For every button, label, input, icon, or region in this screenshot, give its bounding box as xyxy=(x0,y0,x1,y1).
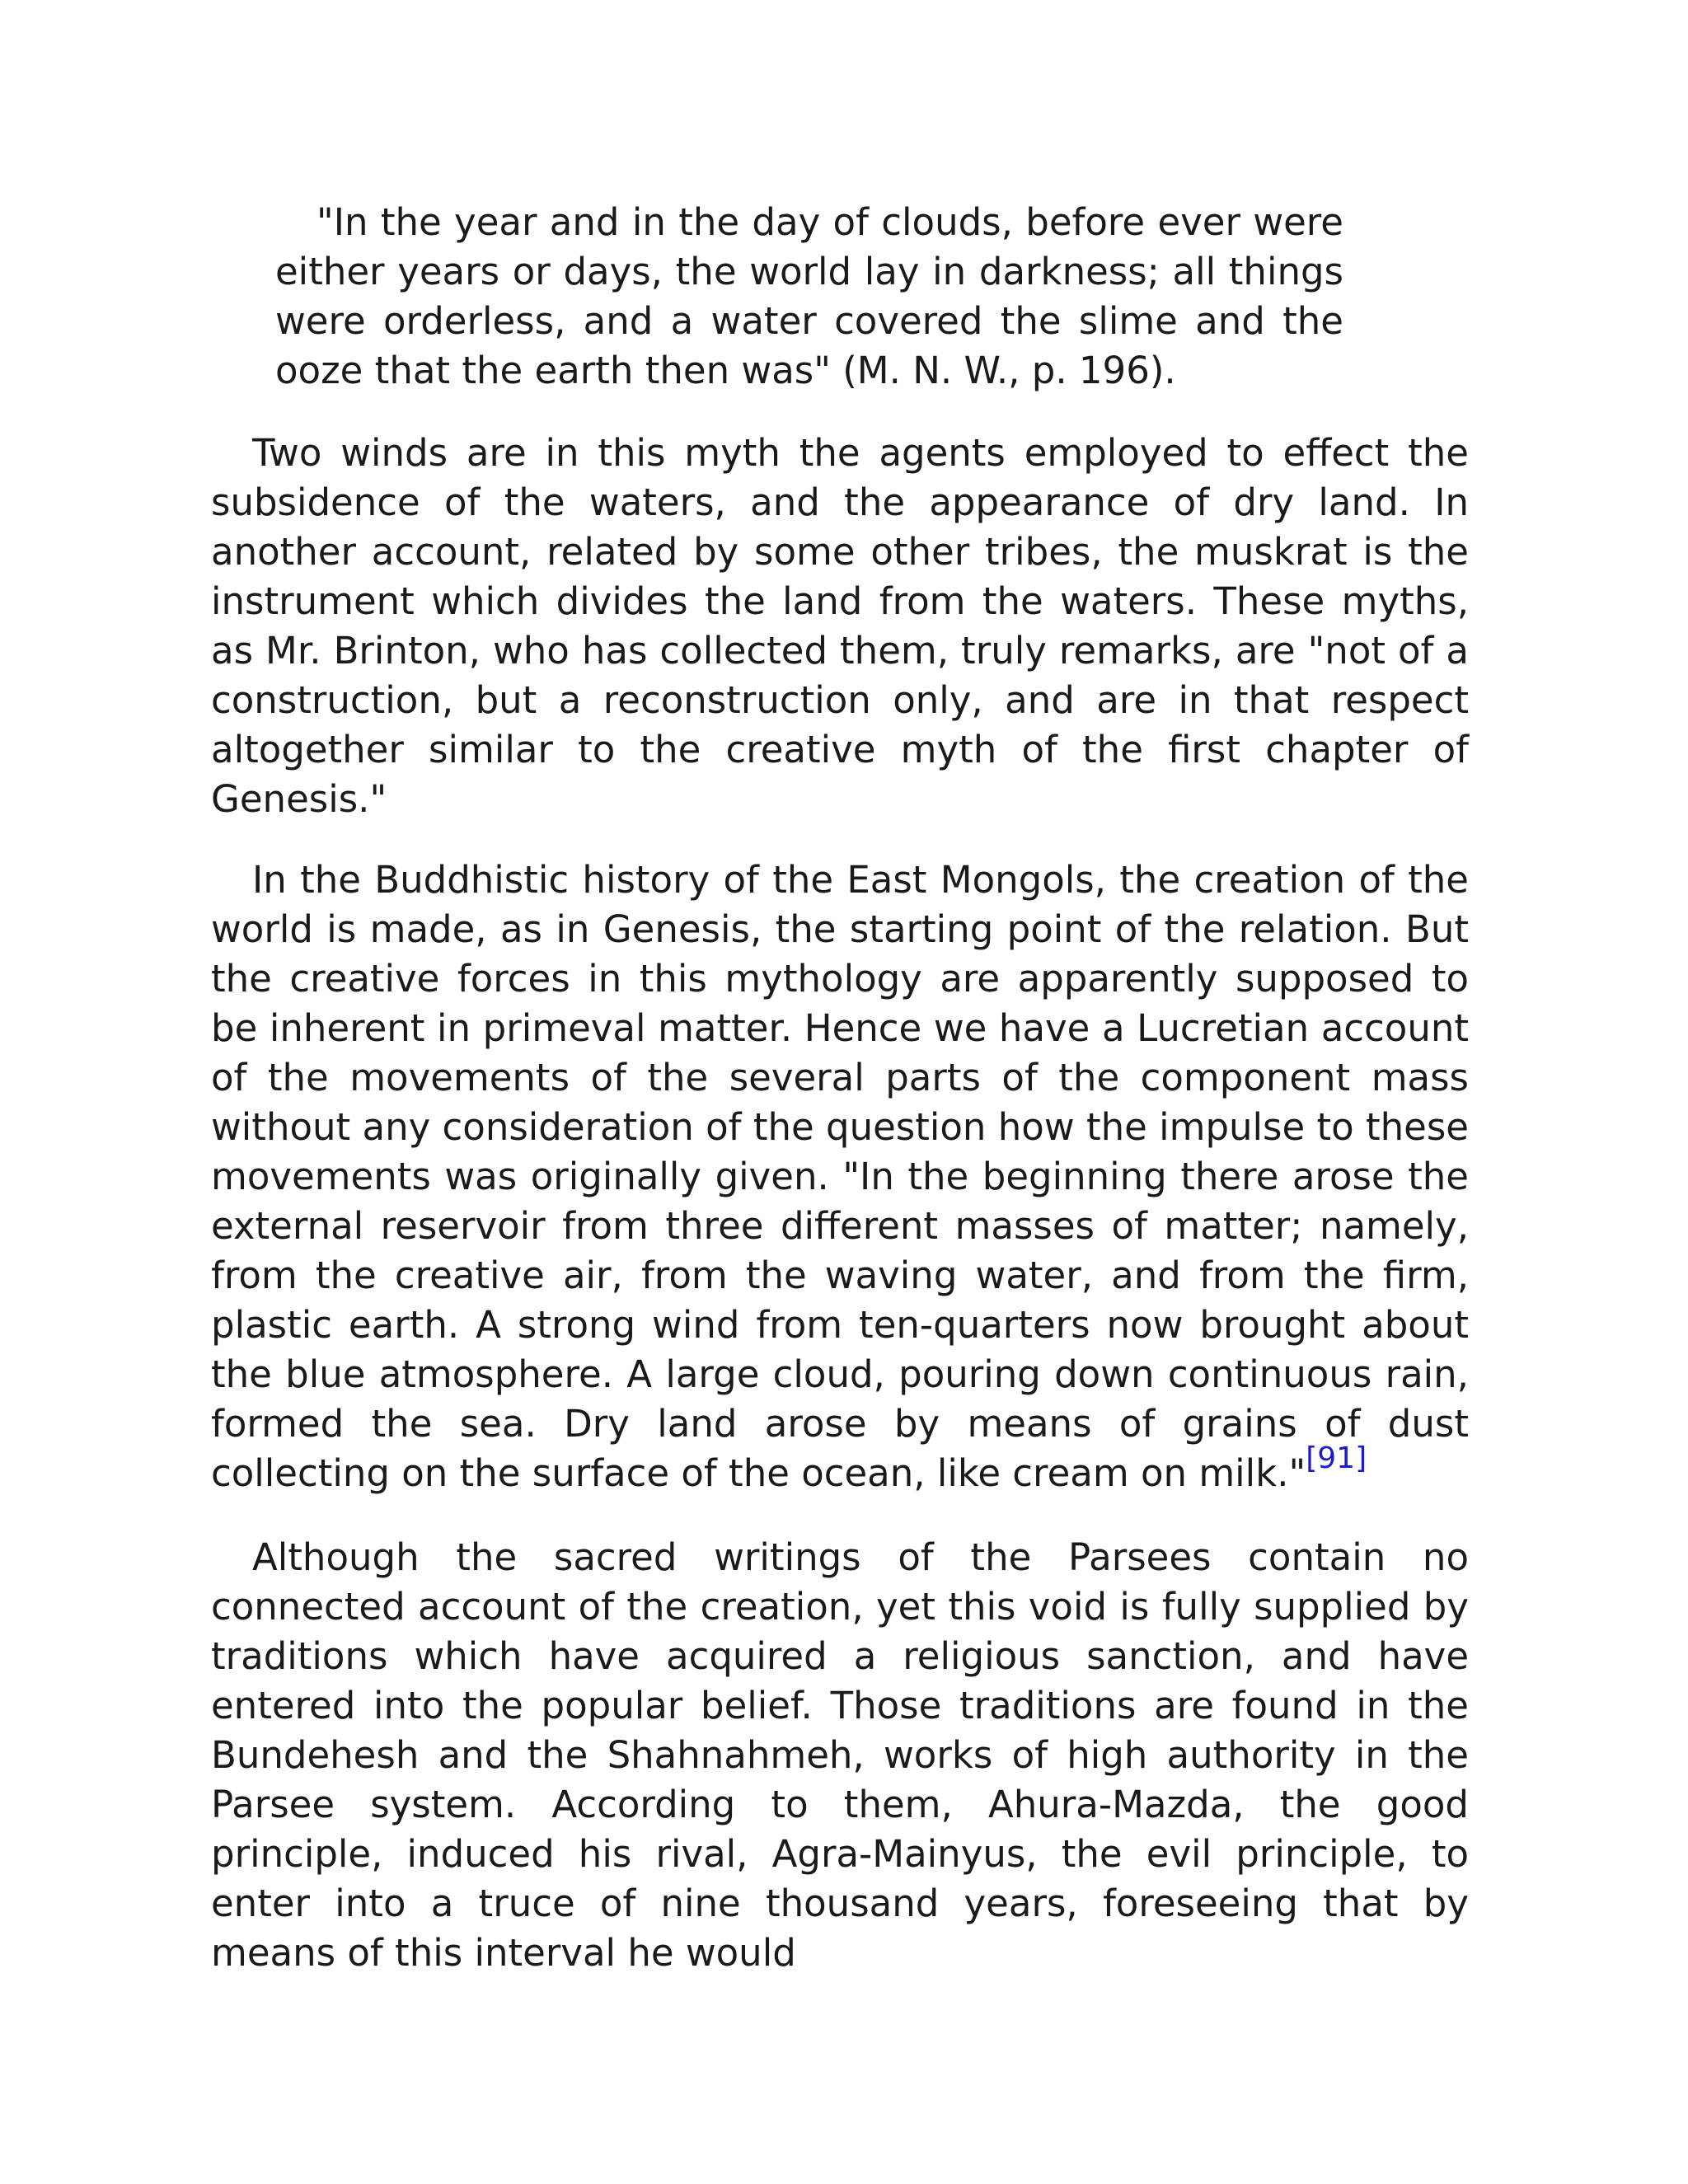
block-quote: "In the year and in the day of clouds, before ever were either years or days, the world lay in darkness; all things were orderless, and a water covered the slime and the ooze that the earth then was" (M. N. W., p. 196). xyxy=(275,200,1343,392)
paragraph-buddhistic-history xyxy=(211,855,1469,1498)
paragraph-text: In the Buddhistic history of the East Mongols, the creation of the world is made, as in Genesis, the starting point of the relation. But the creative forces in this mythology are apparently supposed to be inherent in primeval matter. Hence we have a Lucretian account of the movements of the several parts of the component mass without any consideration of the question how the impulse to these movements was originally given. "In the beginning there arose the external reservoir from three different masses of matter; namely, from the creative air, from the waving water, and from the firm, plastic earth. A strong wind from ten-quarters now brought about the blue atmosphere. A large cloud, pouring down continuous rain, formed the sea. Dry land arose by means of grains of dust collecting on the surface of the ocean, like cream on milk." xyxy=(211,858,1469,1495)
footnote-link-91[interactable]: [91] xyxy=(1306,1441,1367,1475)
paragraph-parsees: Although the sacred writings of the Parsees contain no connected account of the creation, yet this void is fully supplied by traditions which have acquired a religious sanction, and have entered into the popular belief. Those traditions are found in the Bundehesh and the Shahnahmeh, works of high authority in the Parsee system. According to them, Ahura-Mazda, the good principle, induced his rival, Agra-Mainyus, the evil principle, to enter into a truce of nine thousand years, foreseeing that by means of this interval he would xyxy=(211,1535,1469,1975)
paragraph-two-winds: Two winds are in this myth the agents employed to effect the subsidence of the waters, and the appearance of dry land. In another account, related by some other tribes, the muskrat is the instrument which divides the land from the waters. These myths, as Mr. Brinton, who has collected them, truly remarks, are "not of a construction, but a reconstruction only, and are in that respect altogether similar to the creative myth of the first chapter of Genesis." xyxy=(211,431,1469,821)
